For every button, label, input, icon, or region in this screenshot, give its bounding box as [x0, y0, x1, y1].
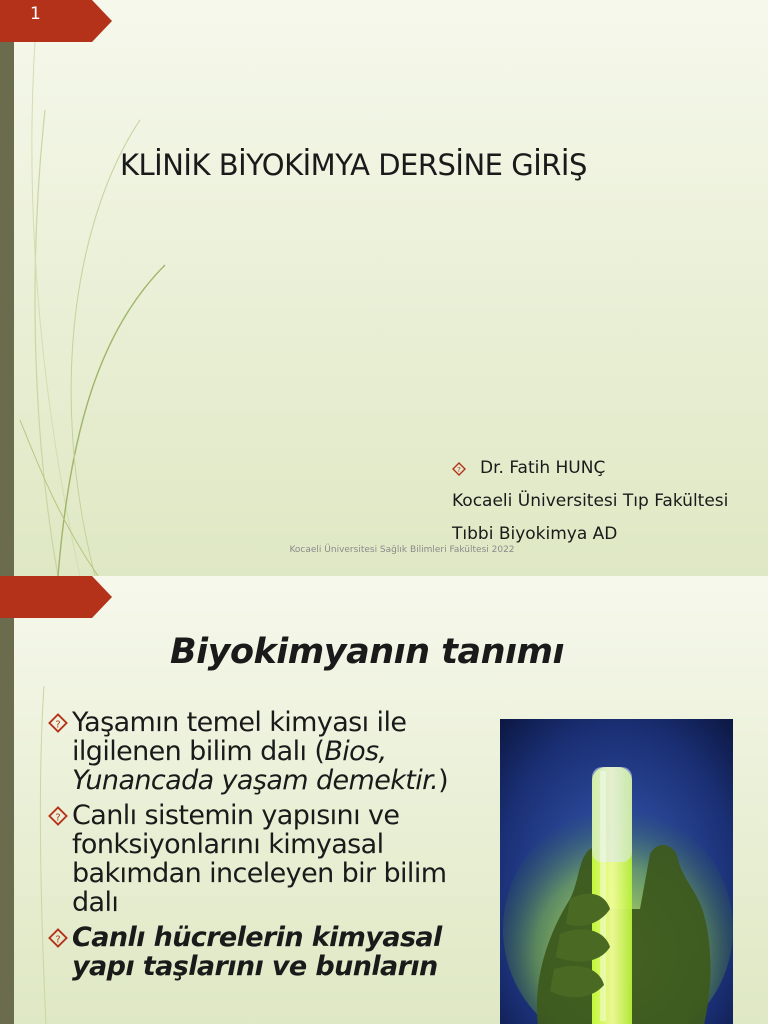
svg-text:?: ? — [457, 465, 461, 474]
glowing-test-tube-photo — [500, 719, 733, 1024]
author-name-row — [452, 452, 762, 485]
affiliation-row — [452, 485, 762, 518]
svg-text:?: ? — [55, 934, 61, 946]
list-item — [48, 923, 478, 981]
diamond-bullet-icon — [452, 462, 466, 476]
slide-title: Biyokimyanın tanımı — [170, 632, 564, 672]
slide-2 — [0, 576, 768, 1024]
list-item — [48, 708, 478, 795]
list-item-text: Yaşamın temel kimyası ile ilgilenen bilim dalı (Bios, Yunancada yaşam demektir.) — [72, 707, 449, 796]
author-info — [452, 452, 762, 551]
author-name: Dr. Fatih HUNÇ — [480, 458, 606, 478]
slide-number-tag — [0, 0, 112, 42]
diamond-bullet-icon — [48, 806, 68, 826]
slide-footer: Kocaeli Üniversitesi Sağlık Bilimleri Fakültesi 2022 — [289, 545, 515, 555]
left-accent-bar — [0, 576, 14, 1024]
slide-number: 1 — [30, 4, 41, 24]
diamond-bullet-icon — [48, 928, 68, 948]
bullet-list — [48, 708, 478, 987]
affiliation: Kocaeli Üniversitesi Tıp Fakültesi — [452, 491, 729, 511]
slide-title: KLİNİK BİYOKİMYA DERSİNE GİRİŞ — [120, 148, 587, 182]
svg-text:?: ? — [55, 812, 61, 824]
svg-text:?: ? — [55, 719, 61, 731]
list-item — [48, 801, 478, 917]
slide-tag — [0, 576, 112, 618]
list-item-text: Canlı hücrelerin kimyasal yapı taşlarını ve bunların — [72, 922, 442, 982]
left-accent-bar — [0, 0, 14, 576]
decorative-curves — [0, 0, 200, 576]
department: Tıbbi Biyokimya AD — [452, 524, 618, 544]
list-item-text: Canlı sistemin yapısını ve fonksiyonlarını kimyasal bakımdan inceleyen bir bilim dalı — [72, 800, 447, 918]
diamond-bullet-icon — [48, 713, 68, 733]
